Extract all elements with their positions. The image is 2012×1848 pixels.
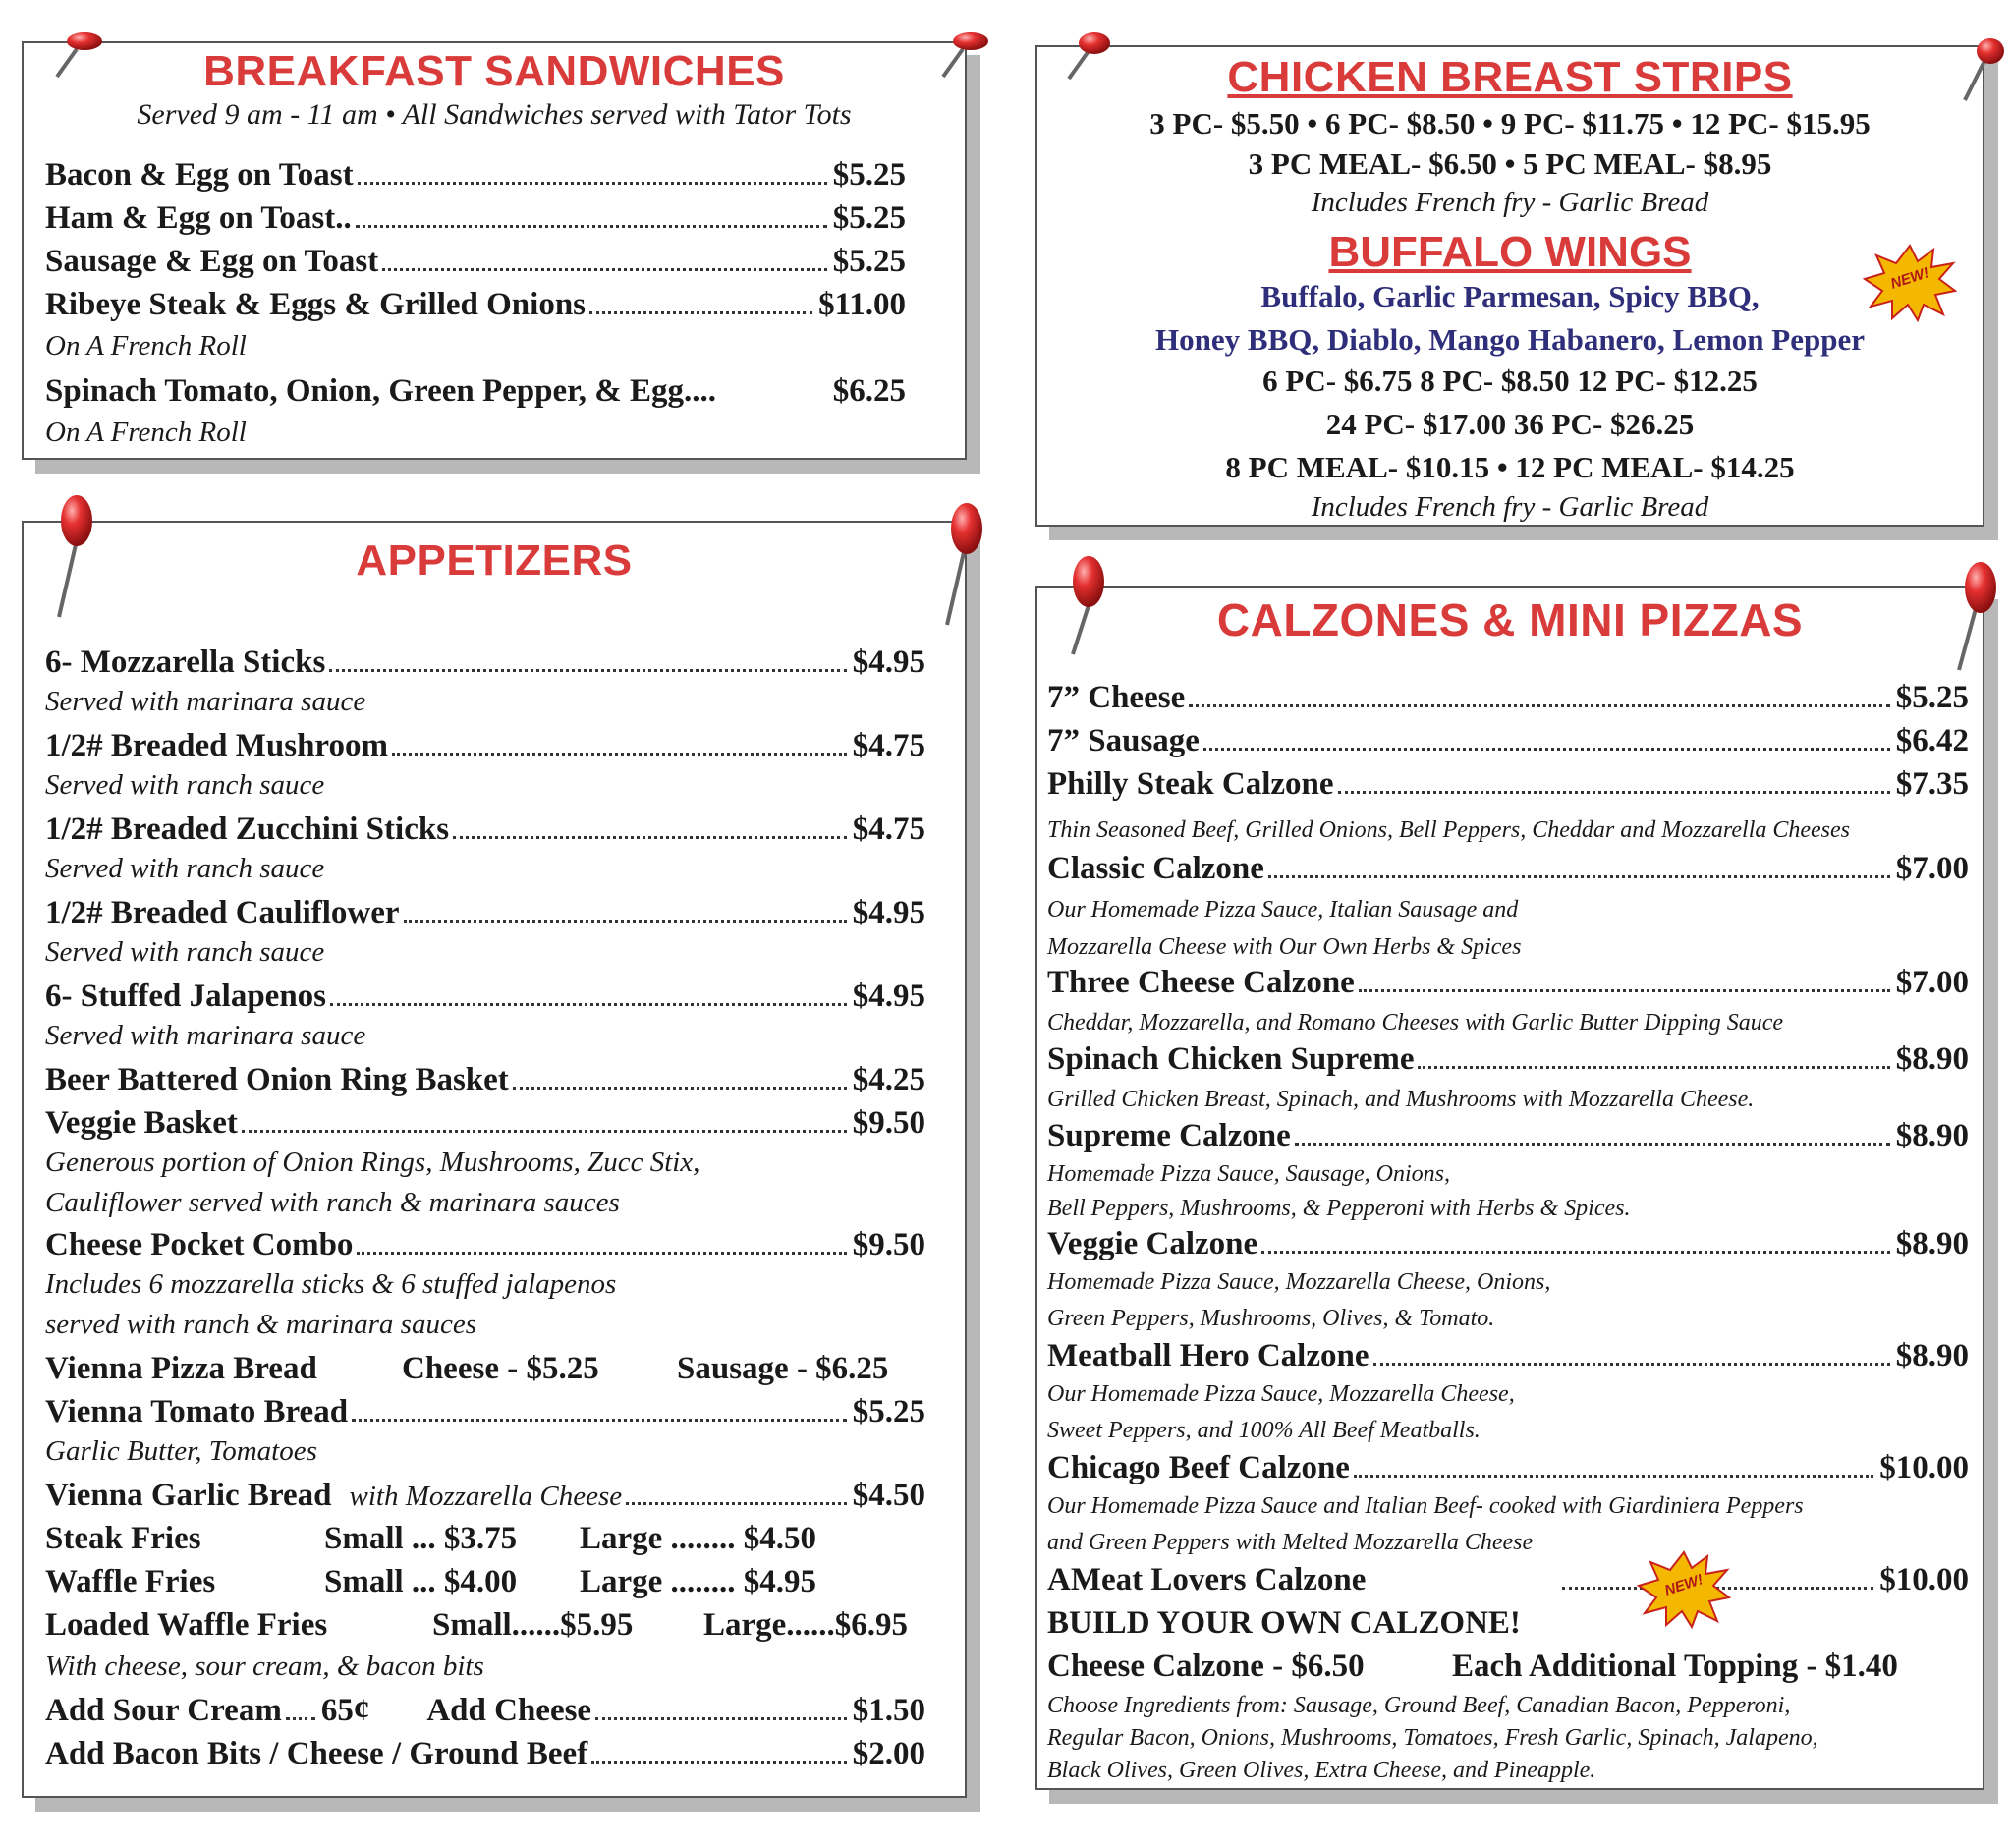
item-price: $4.95 xyxy=(852,644,925,680)
menu-item xyxy=(1047,766,1969,810)
menu-item xyxy=(45,244,906,287)
menu-item xyxy=(45,1105,925,1147)
badge-label: NEW! xyxy=(1888,264,1931,293)
item-price: $7.00 xyxy=(1895,965,1969,1000)
item-price-large: Large ........ $4.95 xyxy=(580,1564,817,1599)
item-price: $4.95 xyxy=(852,979,925,1014)
item-name: Cheese Pocket Combo xyxy=(45,1227,354,1262)
item-price: $10.00 xyxy=(1879,1450,1969,1485)
item-name: Vienna Tomato Bread xyxy=(45,1394,349,1429)
item-price: $8.90 xyxy=(1895,1338,1969,1373)
menu-item-waffle-fries xyxy=(45,1564,925,1607)
item-price-small: Small ... $4.00 xyxy=(324,1564,518,1599)
item-description: Mozzarella Cheese with Our Own Herbs & Spices xyxy=(1047,934,1522,960)
chicken-card xyxy=(1035,45,1984,527)
item-description: Our Homemade Pizza Sauce, Italian Sausage and xyxy=(1047,897,1519,923)
item-price: $5.25 xyxy=(832,200,906,236)
strips-includes: Includes French fry - Garlic Bread xyxy=(1311,187,1709,218)
item-price: $5.25 xyxy=(1895,680,1969,715)
wings-includes: Includes French fry - Garlic Bread xyxy=(1311,491,1709,523)
item-description: Thin Seasoned Beef, Grilled Onions, Bell Peppers, Cheddar and Mozzarella Cheeses xyxy=(1047,817,1851,843)
menu-item xyxy=(1047,1041,1969,1081)
item-name: Add Sour Cream xyxy=(45,1693,282,1728)
item-name: Veggie Basket xyxy=(45,1105,238,1141)
pushpin-icon xyxy=(933,499,992,632)
item-description: Served with ranch sauce xyxy=(45,853,325,884)
menu-item xyxy=(1047,1118,1969,1157)
item-description: Our Homemade Pizza Sauce and Italian Beef- cooked with Giardiniera Peppers xyxy=(1047,1493,1804,1519)
wings-meals: 8 PC MEAL- $10.15 • 12 PC MEAL- $14.25 xyxy=(1225,450,1795,484)
pushpin-icon xyxy=(1059,29,1118,88)
item-name: 6- Stuffed Jalapenos xyxy=(45,979,327,1014)
item-price-large: Large ........ $4.50 xyxy=(580,1521,817,1556)
badge-label: NEW! xyxy=(1662,1571,1705,1599)
item-name: Vienna Pizza Bread xyxy=(45,1351,317,1386)
calzones-title: CALZONES & MINI PIZZAS xyxy=(1216,594,1804,645)
item-price: $5.25 xyxy=(832,244,906,279)
topping-price: Each Additional Topping - $1.40 xyxy=(1452,1649,1898,1684)
menu-item xyxy=(1047,1226,1969,1265)
item-name: Chicago Beef Calzone xyxy=(1047,1450,1350,1485)
item-note: with Mozzarella Cheese xyxy=(349,1481,623,1512)
breakfast-card xyxy=(22,41,967,460)
item-description: On A French Roll xyxy=(45,330,247,362)
menu-item xyxy=(45,644,925,686)
item-description: Includes 6 mozzarella sticks & 6 stuffed jalapenos xyxy=(45,1268,617,1300)
menu-item xyxy=(45,728,925,769)
item-price: $8.90 xyxy=(1895,1226,1969,1261)
menu-item xyxy=(1047,680,1969,723)
breakfast-list xyxy=(45,157,906,449)
item-name: Veggie Calzone xyxy=(1047,1226,1258,1261)
item-description: Cheddar, Mozzarella, and Romano Cheeses with Garlic Butter Dipping Sauce xyxy=(1047,1010,1784,1036)
item-description: Homemade Pizza Sauce, Mozzarella Cheese, Onions, xyxy=(1047,1269,1551,1295)
item-price-sausage: Sausage - $6.25 xyxy=(677,1351,889,1386)
item-name: Ham & Egg on Toast.. xyxy=(45,200,352,236)
menu-item-add-ons xyxy=(45,1693,925,1736)
pushpin-icon xyxy=(47,29,106,88)
item-price: $1.50 xyxy=(852,1693,925,1728)
menu-item xyxy=(1047,1338,1969,1377)
build-your-own-prices xyxy=(1047,1649,1969,1690)
item-name: Loaded Waffle Fries xyxy=(45,1607,328,1643)
menu-item xyxy=(45,895,925,936)
menu-item xyxy=(1047,1450,1969,1489)
strips-prices: 3 PC- $5.50 • 6 PC- $8.50 • 9 PC- $11.75 • 12 PC- $15.95 xyxy=(1149,106,1871,140)
item-price-small: Small ... $3.75 xyxy=(324,1521,518,1556)
item-description: On A French Roll xyxy=(45,417,247,448)
item-price: $6.25 xyxy=(832,373,906,409)
item-description: Homemade Pizza Sauce, Sausage, Onions, xyxy=(1047,1161,1450,1187)
menu-item-loaded-fries xyxy=(45,1607,925,1651)
item-description: and Green Peppers with Melted Mozzarella Cheese xyxy=(1047,1530,1534,1555)
pushpin-icon xyxy=(45,491,104,624)
menu-item xyxy=(1047,723,1969,766)
menu-item xyxy=(45,1394,925,1435)
item-name: 1/2# Breaded Zucchini Sticks xyxy=(45,812,450,847)
item-description: Served with marinara sauce xyxy=(45,1020,366,1051)
menu-item-steak-fries xyxy=(45,1521,925,1564)
item-name: Classic Calzone xyxy=(1047,851,1264,886)
item-price-large: Large......$6.95 xyxy=(703,1607,909,1643)
ingredients-list: Black Olives, Green Olives, Extra Cheese, and Pineapple. xyxy=(1047,1758,1596,1783)
item-price: $5.25 xyxy=(832,157,906,193)
item-name: Bacon & Egg on Toast xyxy=(45,157,354,193)
item-description: Our Homemade Pizza Sauce, Mozzarella Cheese, xyxy=(1047,1381,1515,1407)
wing-flavors: Honey BBQ, Diablo, Mango Habanero, Lemon Pepper xyxy=(1155,322,1865,357)
item-price: $4.75 xyxy=(852,728,925,763)
item-price: $9.50 xyxy=(852,1105,925,1141)
build-your-own-heading xyxy=(1047,1605,1969,1649)
item-name: Spinach Tomato, Onion, Green Pepper, & Egg.... xyxy=(45,373,717,409)
item-description: Grilled Chicken Breast, Spinach, and Mushrooms with Mozzarella Cheese. xyxy=(1047,1087,1755,1112)
item-name: Sausage & Egg on Toast xyxy=(45,244,379,279)
breakfast-title: BREAKFAST SANDWICHES xyxy=(203,47,785,95)
menu-item xyxy=(45,1736,925,1779)
item-price: $8.90 xyxy=(1895,1041,1969,1077)
pushpin-icon xyxy=(1945,558,2004,676)
menu-item-vienna-pizza xyxy=(45,1351,925,1394)
menu-item xyxy=(1047,1562,1969,1605)
wings-title: BUFFALO WINGS xyxy=(1328,228,1692,276)
item-price: $2.00 xyxy=(852,1736,925,1771)
breakfast-subtitle: Served 9 am - 11 am • All Sandwiches served with Tator Tots xyxy=(137,98,852,131)
item-description: Sweet Peppers, and 100% All Beef Meatballs. xyxy=(1047,1418,1481,1443)
item-name: 6- Mozzarella Sticks xyxy=(45,644,326,680)
cheese-calzone-price: Cheese Calzone - $6.50 xyxy=(1047,1649,1365,1684)
item-price: $4.75 xyxy=(852,812,925,847)
build-label: BUILD YOUR OWN CALZONE! xyxy=(1047,1605,1521,1641)
menu-item xyxy=(1047,851,1969,890)
item-price: $10.00 xyxy=(1879,1562,1969,1597)
item-description: Bell Peppers, Mushrooms, & Pepperoni with Herbs & Spices. xyxy=(1047,1196,1631,1221)
item-description: Garlic Butter, Tomatoes xyxy=(45,1435,317,1467)
item-name: Supreme Calzone xyxy=(1047,1118,1291,1153)
pushpin-icon xyxy=(1059,552,1118,660)
menu-item xyxy=(45,200,906,244)
item-name: Three Cheese Calzone xyxy=(1047,965,1355,1000)
ingredients-list: Choose Ingredients from: Sausage, Ground Beef, Canadian Bacon, Pepperoni, xyxy=(1047,1693,1791,1718)
item-name: Spinach Chicken Supreme xyxy=(1047,1041,1415,1077)
menu-item xyxy=(1047,965,1969,1004)
item-price: $4.95 xyxy=(852,895,925,930)
item-name: 7” Sausage xyxy=(1047,723,1200,758)
item-price-cheese: Cheese - $5.25 xyxy=(402,1351,599,1386)
item-price: $4.50 xyxy=(852,1478,925,1513)
chicken-title: CHICKEN BREAST STRIPS xyxy=(1227,53,1793,101)
item-price: $11.00 xyxy=(818,287,906,322)
item-description: Green Peppers, Mushrooms, Olives, & Tomato. xyxy=(1047,1306,1495,1331)
item-name: Add Bacon Bits / Cheese / Ground Beef xyxy=(45,1736,588,1771)
item-description: With cheese, sour cream, & bacon bits xyxy=(45,1651,484,1682)
calzones-card xyxy=(1035,586,1984,1790)
item-name: Ribeye Steak & Eggs & Grilled Onions xyxy=(45,287,587,322)
item-description: Generous portion of Onion Rings, Mushrooms, Zucc Stix, xyxy=(45,1147,700,1178)
item-price-small: Small......$5.95 xyxy=(432,1607,634,1643)
item-description: Served with ranch sauce xyxy=(45,936,325,968)
item-price: 65¢ xyxy=(320,1693,370,1728)
item-price: $5.25 xyxy=(852,1394,925,1429)
menu-item xyxy=(45,812,925,853)
item-price: $7.35 xyxy=(1895,766,1969,802)
menu-item xyxy=(45,979,925,1020)
item-name: Add Cheese xyxy=(426,1693,592,1728)
item-description: Served with marinara sauce xyxy=(45,686,366,717)
item-description: served with ranch & marinara sauces xyxy=(45,1309,476,1340)
pushpin-icon xyxy=(933,29,992,88)
appetizers-title: APPETIZERS xyxy=(356,536,633,585)
ingredients-list: Regular Bacon, Onions, Mushrooms, Tomatoes, Fresh Garlic, Spinach, Jalapeno, xyxy=(1047,1725,1818,1751)
new-badge xyxy=(1863,244,1957,322)
pushpin-icon xyxy=(1955,35,2012,106)
item-price: $6.42 xyxy=(1895,723,1969,758)
wing-flavors: Buffalo, Garlic Parmesan, Spicy BBQ, xyxy=(1260,279,1760,313)
strips-meals: 3 PC MEAL- $6.50 • 5 PC MEAL- $8.95 xyxy=(1248,146,1772,181)
appetizers-card xyxy=(22,521,967,1798)
item-name: Beer Battered Onion Ring Basket xyxy=(45,1062,509,1097)
calzones-list xyxy=(1047,680,1969,1787)
wings-prices: 24 PC- $17.00 36 PC- $26.25 xyxy=(1325,407,1695,441)
menu-item xyxy=(45,157,906,200)
menu-item xyxy=(45,373,906,417)
item-price: $4.25 xyxy=(852,1062,925,1097)
item-price: $9.50 xyxy=(852,1227,925,1262)
menu-item xyxy=(45,1227,925,1268)
item-name: 1/2# Breaded Mushroom xyxy=(45,728,388,763)
menu-item xyxy=(45,1478,925,1521)
menu-item xyxy=(45,1062,925,1105)
item-price: $8.90 xyxy=(1895,1118,1969,1153)
menu-item xyxy=(45,287,906,330)
wings-prices: 6 PC- $6.75 8 PC- $8.50 12 PC- $12.25 xyxy=(1262,364,1758,398)
item-name: Vienna Garlic Bread xyxy=(45,1478,332,1513)
item-name: Philly Steak Calzone xyxy=(1047,766,1334,802)
item-name: Steak Fries xyxy=(45,1521,201,1556)
item-description: Cauliflower served with ranch & marinara sauces xyxy=(45,1187,620,1218)
appetizers-list xyxy=(45,644,925,1779)
item-name: Waffle Fries xyxy=(45,1564,216,1599)
item-name: Meatball Hero Calzone xyxy=(1047,1338,1369,1373)
item-name: 1/2# Breaded Cauliflower xyxy=(45,895,400,930)
item-name: 7” Cheese xyxy=(1047,680,1186,715)
item-name: AMeat Lovers Calzone xyxy=(1047,1562,1367,1597)
new-badge xyxy=(1637,1550,1731,1629)
item-price: $7.00 xyxy=(1895,851,1969,886)
item-description: Served with ranch sauce xyxy=(45,769,325,801)
